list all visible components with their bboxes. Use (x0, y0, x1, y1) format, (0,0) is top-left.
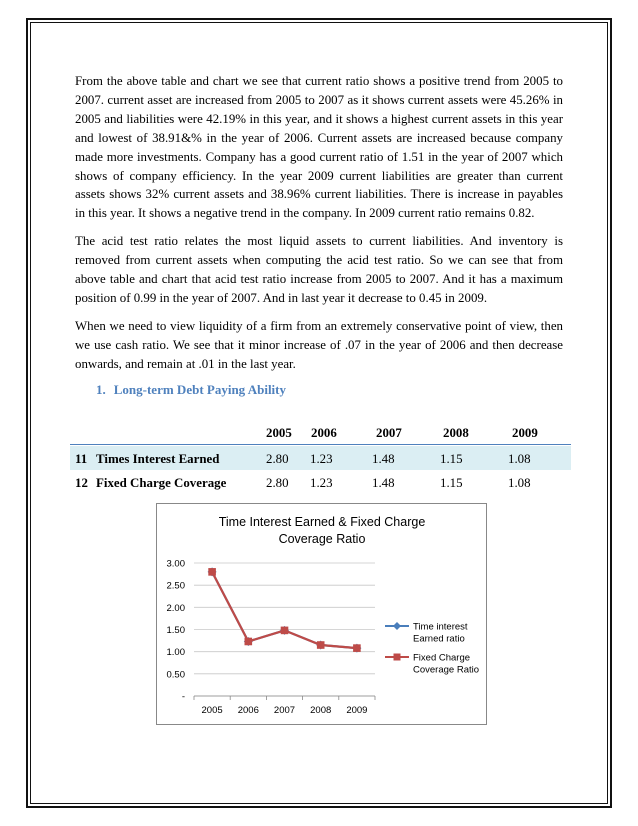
table-cell: 1.48 (372, 476, 395, 490)
y-tick-label: 2.50 (166, 580, 185, 592)
table-cell: 1.15 (440, 476, 463, 490)
paragraph-current-ratio: From the above table and chart we see that current ratio shows a positive trend from 2005 to 2007. current asset are increased from 2005 to 2007 as it shows current assets were 45.26% in 2005 and liabilities were 42.19% in this year, and it shows a highest current assets in this year and lowest of 38.91&% in the year of 2006. Current assets are increased because company made more investments. Company has a good current ratio of 1.51 in the year of 2007 which shows of company efficiency. In the year 2009 current liabilities are greater than current assets shows 32% current assets and 38.96% current liabilities. There is increase in payables in this year. It shows a negative trend in the company. In 2009 current ratio remains 0.82. (75, 74, 563, 221)
x-tick-label: 2006 (237, 705, 259, 716)
line-chart (157, 504, 486, 724)
year-header: 2007 (376, 426, 402, 440)
year-header: 2009 (512, 426, 538, 440)
legend-label: Time interest (413, 621, 468, 633)
legend-label: Fixed Charge (413, 652, 471, 664)
y-tick-label: 2.00 (166, 602, 185, 614)
table-cell: 1.23 (310, 476, 333, 490)
y-tick-label: - (181, 691, 185, 703)
section-title: Long-term Debt Paying Ability (113, 382, 286, 397)
row-label: Fixed Charge Coverage (96, 476, 227, 490)
data-point (208, 568, 216, 576)
body-text (75, 72, 563, 383)
section-number: 1. (96, 382, 106, 397)
legend-label: Earned ratio (413, 633, 465, 645)
legend-marker (394, 654, 401, 661)
row-number: 12 (75, 476, 88, 490)
x-tick-label: 2008 (310, 705, 332, 716)
data-point (353, 644, 361, 652)
year-header: 2006 (311, 426, 337, 440)
x-tick-label: 2007 (273, 705, 296, 716)
y-tick-label: 1.50 (166, 625, 185, 636)
year-header: 2008 (443, 426, 469, 440)
table-cell: 1.08 (508, 476, 531, 490)
table-row (70, 446, 571, 470)
legend-label: Coverage Ratio (413, 664, 480, 676)
chart-title-line: Time Interest Earned & Fixed Charge (218, 515, 426, 529)
section-heading (96, 382, 286, 398)
table-cell: 2.80 (266, 452, 289, 466)
data-point (317, 641, 325, 649)
legend-marker (393, 622, 401, 630)
x-tick-label: 2009 (346, 705, 368, 716)
row-label: Times Interest Earned (96, 452, 220, 466)
y-tick-label: 0.50 (166, 669, 185, 681)
y-tick-label: 1.00 (166, 647, 185, 659)
x-tick-label: 2005 (201, 705, 223, 716)
table-cell: 1.15 (440, 452, 463, 466)
data-point (245, 638, 253, 646)
paragraph-cash-ratio: When we need to view liquidity of a firm from an extremely conservative point of view, then we use cash ratio. We see that it minor increase of .07 in the year of 2006 and then decrease onwards, and remain at .01 in the last year. (75, 318, 563, 371)
y-tick-label: 3.00 (166, 558, 185, 570)
paragraph-acid-test: The acid test ratio relates the most liquid assets to current liabilities. And inventory is removed from current assets when computing the acid test ratio. So we can see that from above table and chart that acid test ratio increase from 2005 to 2007. And it has a maximum position of 0.99 in the year of 2007. And in last year it decrease to 0.45 in 2009. (75, 234, 563, 305)
row-number: 11 (75, 452, 88, 466)
table-cell: 1.23 (310, 452, 333, 466)
ratio-table (70, 420, 571, 496)
chart-title-line: Coverage Ratio (278, 532, 366, 546)
table-row (70, 470, 571, 496)
data-point (281, 627, 289, 635)
year-header: 2005 (266, 426, 292, 440)
table-cell: 2.80 (266, 476, 289, 490)
table-header-row (70, 420, 571, 445)
table-cell: 1.08 (508, 452, 531, 466)
series-line (212, 572, 357, 648)
table-cell: 1.48 (372, 452, 395, 466)
series-line (212, 572, 357, 648)
chart-container (156, 503, 487, 725)
